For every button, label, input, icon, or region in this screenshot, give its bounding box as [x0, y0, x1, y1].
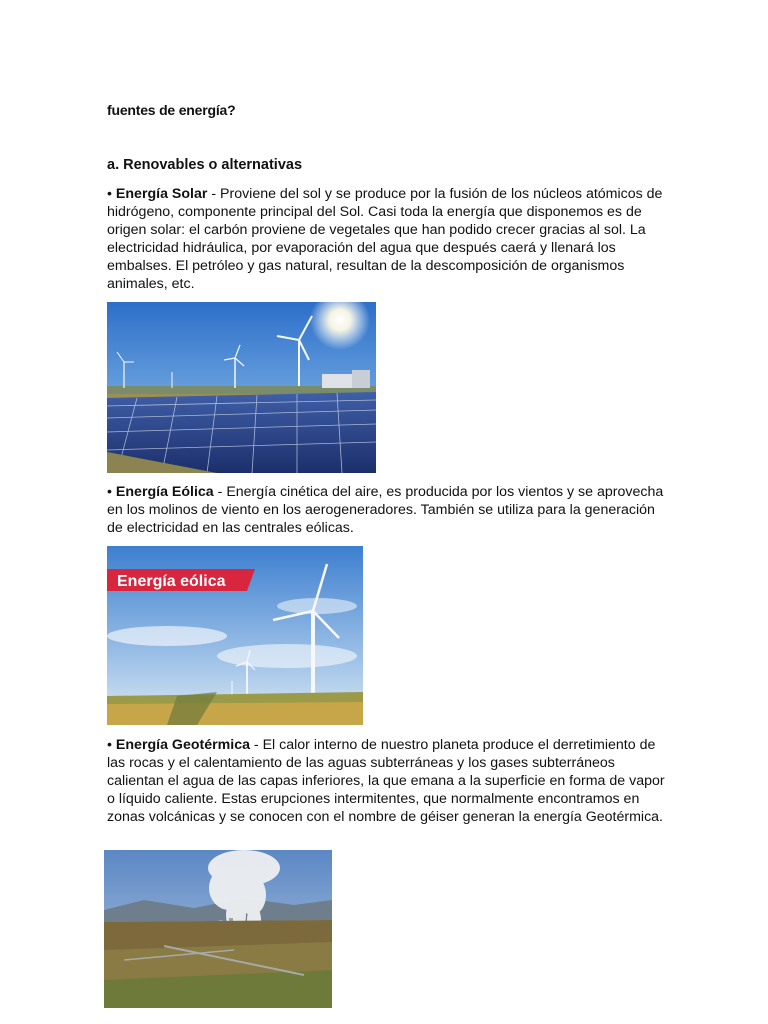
- question-line: fuentes de energía?: [107, 102, 236, 118]
- wind-turbines-photo: [107, 546, 363, 725]
- bullet: •: [107, 484, 116, 500]
- bullet: •: [107, 737, 116, 753]
- term-eolica: Energía Eólica: [115, 484, 214, 500]
- solar-panels-photo: [107, 302, 376, 473]
- paragraph-solar: [107, 185, 667, 293]
- geothermal-plant-photo: [104, 850, 332, 1008]
- paragraph-geotermica: [107, 736, 667, 826]
- description-eolica: Energía cinética del aire, es producida por los vientos y se aprovecha en los molinos de viento en los aerogeneradores. También se utiliza para la generación de electricidad en las centrales eólicas.: [107, 484, 664, 536]
- bullet: •: [107, 186, 116, 202]
- term-geotermica: Energía Geotérmica: [115, 737, 250, 753]
- separator: -: [207, 186, 220, 202]
- term-solar: Energía Solar: [115, 186, 208, 202]
- section-heading: a. Renovables o alternativas: [107, 157, 303, 173]
- description-solar: Proviene del sol y se produce por la fusión de los núcleos atómicos de hidrógeno, componente principal del Sol. Casi toda la energía que disponemos es de origen solar: el carbón proviene de vegetales que han podido crecer gracias al sol. La electricidad hidráulica, por evaporación del agua que después caerá y llenará los embalses. El petróleo y gas natural, resultan de la descomposición de organismos animales, etc.: [107, 186, 663, 292]
- separator: -: [213, 484, 227, 500]
- description-geotermica: El calor interno de nuestro planeta produce el derretimiento de las rocas y el calentamiento de las aguas subterráneas y los gases subterráneos calientan el agua de las capas inferiores, la que emana a la superficie en forma de vapor o líquido caliente. Estas erupciones intermitentes, que normalmente encontramos en zonas volcánicas y se conocen con el nombre de géiser generan la energía Geotérmica.: [107, 737, 665, 825]
- paragraph-eolica: [107, 483, 667, 537]
- banner-text: Energía eólica: [117, 573, 226, 590]
- separator: -: [249, 737, 263, 753]
